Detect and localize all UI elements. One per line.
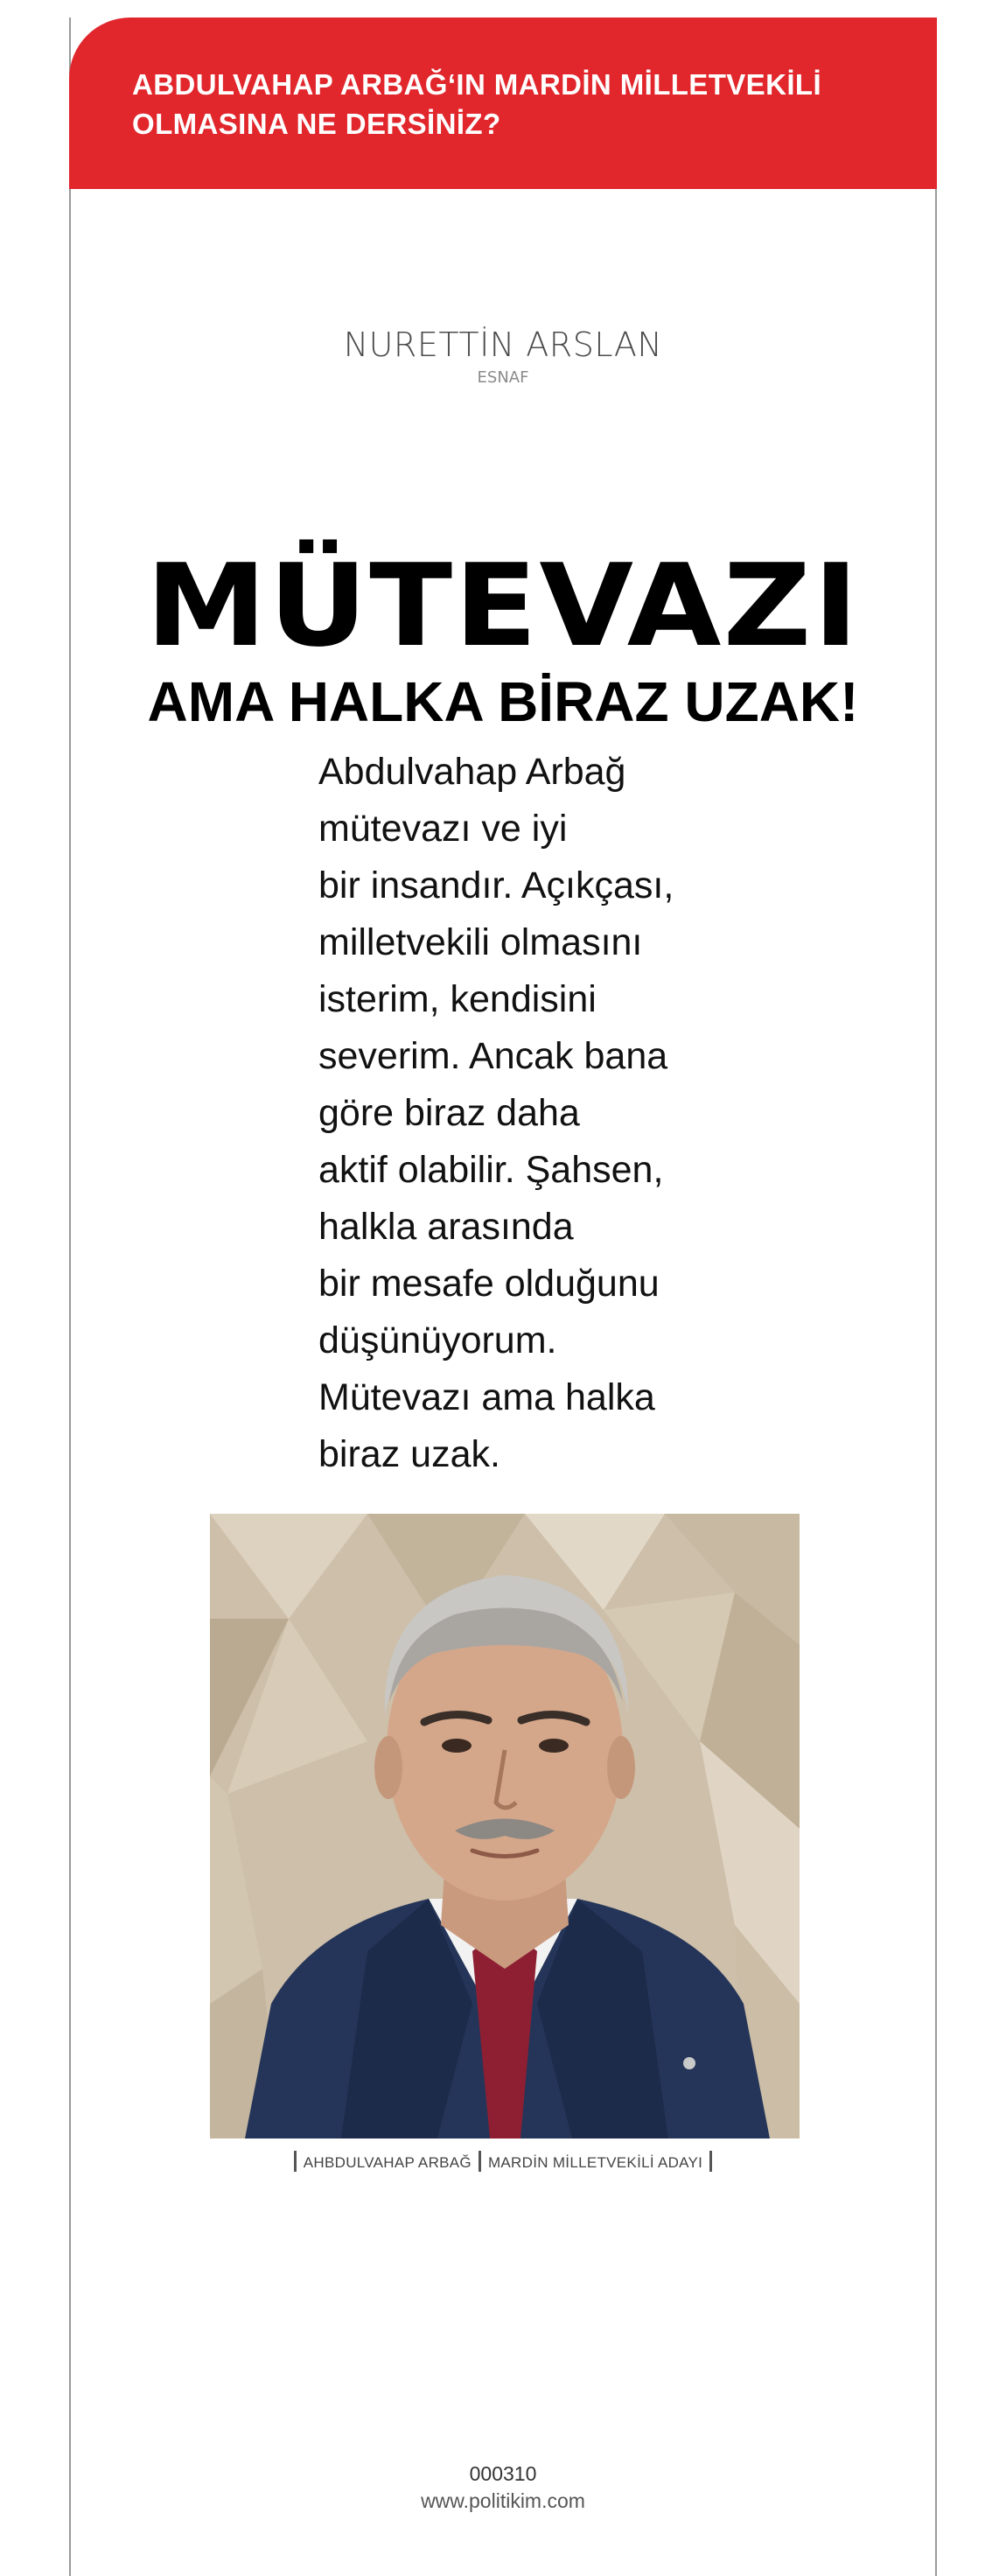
- photo-caption: [0, 2151, 1006, 2175]
- subheadline: AMA HALKA BİRAZ UZAK!: [147, 670, 859, 733]
- body-line: Mütevazı ama halka: [318, 1376, 655, 1418]
- caption-title: MARDİN MİLLETVEKİLİ ADAYI: [487, 2154, 703, 2171]
- body-line: milletvekili olmasını: [318, 921, 643, 963]
- body-line: isterim, kendisini: [318, 978, 597, 1020]
- body-line: halkla arasında: [318, 1206, 574, 1248]
- body-line: biraz uzak.: [318, 1433, 500, 1475]
- body-text: [318, 744, 703, 1483]
- body-line: bir mesafe olduğunu: [318, 1263, 660, 1305]
- body-line: bir insandır. Açıkçası,: [318, 864, 674, 906]
- footer-code: 000310: [469, 2462, 537, 2485]
- body-line: göre biraz daha: [318, 1092, 580, 1134]
- caption-divider: [479, 2151, 481, 2172]
- caption-divider: [709, 2151, 712, 2172]
- header-title-line2: OLMASINA NE DERSİNİZ?: [132, 108, 501, 140]
- headline: MÜTEVAZI: [145, 539, 861, 672]
- author-name: NURETTİN ARSLAN: [343, 326, 663, 364]
- author-role: ESNAF: [477, 368, 529, 387]
- body-line: severim. Ancak bana: [318, 1035, 668, 1077]
- portrait-photo: [210, 1514, 800, 2138]
- portrait-photo-icon: [210, 1514, 800, 2138]
- body-line: aktif olabilir. Şahsen,: [318, 1149, 664, 1191]
- footer: [0, 2460, 1006, 2515]
- body-line: Abdulvahap Arbağ: [318, 751, 626, 793]
- caption-divider: [294, 2151, 297, 2172]
- header-title: [132, 65, 876, 144]
- body-line: mütevazı ve iyi: [318, 808, 568, 850]
- header-banner: [69, 18, 937, 189]
- author-block: [0, 326, 1006, 388]
- body-line: düşünüyorum.: [318, 1320, 557, 1362]
- header-title-line1: ABDULVAHAP ARBAĞ‘IN MARDİN MİLLETVEKİLİ: [132, 68, 822, 101]
- caption-name: AHBDULVAHAP ARBAĞ: [303, 2154, 472, 2171]
- footer-url[interactable]: www.politikim.com: [421, 2489, 585, 2512]
